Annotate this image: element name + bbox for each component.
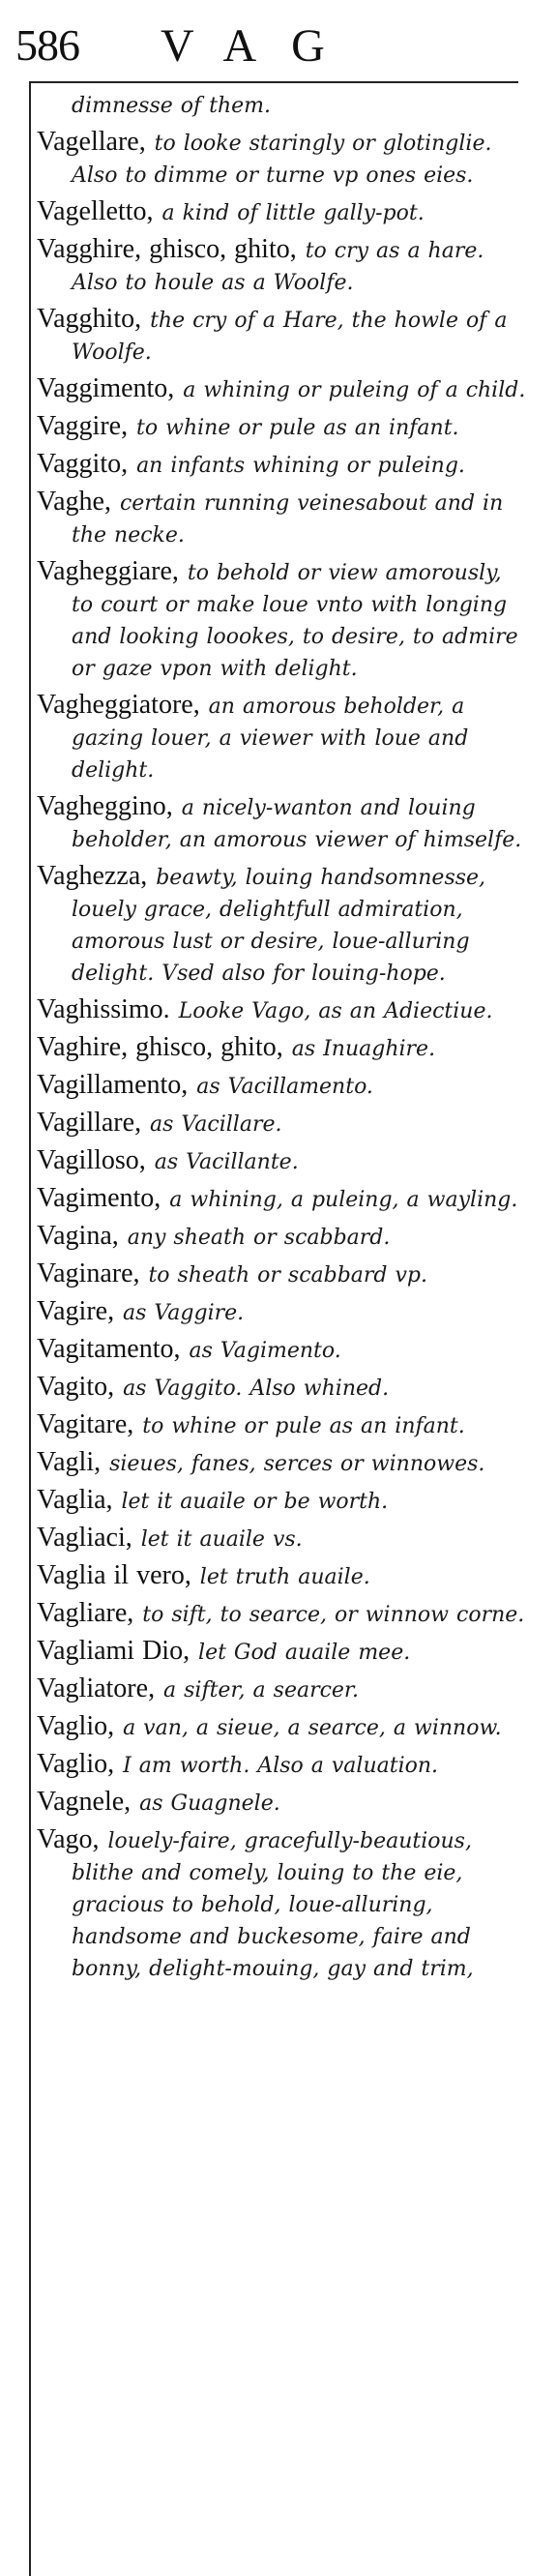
entry-headword: Vagghito, [37, 304, 142, 334]
entry-definition: to whine or pule as an infant. [142, 1414, 465, 1438]
dictionary-entry [37, 994, 530, 1026]
entry-headword: Vagliare, [37, 1598, 134, 1628]
entry-definition: any sheath or scabbard. [127, 1226, 391, 1250]
entry-headword: Vagito, [37, 1372, 115, 1402]
entry-headword: Vagilloso, [37, 1145, 146, 1175]
dictionary-entry [37, 1447, 530, 1479]
dictionary-entry [37, 1711, 530, 1743]
entry-column [37, 89, 530, 1990]
running-head: VAG [161, 20, 360, 72]
entry-definition: an amorous beholder, a gazing louer, a viewer with loue and delight. [72, 695, 469, 783]
entry-headword: Vaghe, [37, 487, 111, 517]
entry-definition: as Vacillante. [154, 1150, 299, 1174]
entry-headword: Vago, [37, 1824, 100, 1854]
entry-definition: louely-faire, gracefully-beautious, blithe and comely, louing to the eie, gracious to behold, loue-alluring, handsome and buckesome, faire and bonny, delight-mouing, gay and trim, [72, 1829, 474, 1981]
dictionary-entry [37, 1334, 530, 1366]
entry-definition: to cry as a hare. Also to houle as a Woolfe. [72, 239, 484, 295]
dictionary-entry [37, 861, 530, 989]
entry-headword: Vagliaci, [37, 1523, 132, 1553]
entry-definition: to whine or pule as an infant. [136, 416, 459, 440]
entry-headword: Vaglia, [37, 1485, 113, 1515]
dictionary-entry [37, 556, 530, 684]
entry-headword: Vagitamento, [37, 1334, 181, 1364]
entry-headword: Vaglia il vero, [37, 1560, 191, 1590]
entry-headword: Vagheggino, [37, 791, 173, 821]
entry-headword: Vagitare, [37, 1409, 134, 1439]
entry-definition: a sifter, a searcer. [163, 1678, 360, 1703]
entry-definition: to sheath or scabbard vp. [148, 1263, 428, 1288]
dictionary-entry [37, 411, 530, 443]
header-rule [29, 81, 518, 83]
dictionary-entry [37, 304, 530, 368]
entry-headword: Vagnele, [37, 1787, 132, 1817]
entry-definition: as Vaggito. Also whined. [123, 1377, 390, 1401]
dictionary-entry [37, 1221, 530, 1253]
dictionary-entry [37, 1258, 530, 1290]
dictionary-entry [37, 1183, 530, 1215]
dictionary-entry [37, 373, 530, 405]
dictionary-entry [37, 487, 530, 550]
entry-definition: as Vacillare. [150, 1112, 282, 1137]
entry-definition: a whining or puleing of a child. [183, 378, 526, 402]
dictionary-entry [37, 1523, 530, 1554]
dictionary-entry [37, 1749, 530, 1781]
entry-definition: beawty, louing handsomnesse, louely grace, delightfull admiration, amorous lust or desire, loue-alluring delight. Vsed also for louing-hope. [72, 866, 486, 986]
dictionary-entry [37, 1032, 530, 1064]
entry-definition: sieues, fanes, serces or winnowes. [109, 1452, 485, 1476]
dictionary-entry [37, 1673, 530, 1705]
entry-definition: dimnesse of them. [72, 94, 272, 118]
entry-definition: to sift, to searce, or winnow corne. [142, 1603, 525, 1627]
entry-headword: Vagheggiatore, [37, 690, 200, 720]
entry-definition: an infants whining or puleing. [136, 454, 465, 478]
column-rule [29, 81, 31, 2576]
dictionary-entry [37, 1108, 530, 1140]
entry-definition: let God auaile mee. [198, 1641, 411, 1665]
dictionary-entry [37, 1372, 530, 1404]
entry-definition: let it auaile vs. [140, 1527, 303, 1552]
dictionary-entry [37, 127, 530, 191]
page-number: 586 [15, 20, 79, 70]
dictionary-entry [37, 1560, 530, 1592]
entry-headword: Vaggimento, [37, 373, 175, 403]
dictionary-entry [37, 1296, 530, 1328]
entry-headword: Vagliami Dio, [37, 1636, 191, 1666]
entry-definition: to behold or view amorously, to court or make loue vnto with longing and looking loookes, to desire, to admire or gaze vpon with delight. [72, 561, 518, 681]
entry-headword: Vagli, [37, 1447, 102, 1477]
entry-headword: Vaglio, [37, 1711, 115, 1741]
entry-headword: Vagelletto, [37, 196, 154, 226]
entry-headword: Vaginare, [37, 1258, 140, 1288]
entry-definition: as Vaggire. [123, 1301, 245, 1325]
dictionary-entry [37, 449, 530, 481]
dictionary-entry [37, 1598, 530, 1630]
entry-definition: certain running veinesabout and in the necke. [72, 491, 504, 548]
entry-headword: Vagire, [37, 1296, 115, 1326]
entry-headword: Vagillare, [37, 1108, 142, 1138]
dictionary-entry [37, 1824, 530, 1984]
dictionary-entry [37, 690, 530, 785]
entry-definition: a nicely-wanton and louing beholder, an amorous viewer of himselfe. [72, 796, 522, 852]
entry-headword: Vagellare, [37, 127, 146, 157]
entry-headword: Vaggire, [37, 411, 129, 441]
entry-headword: Vagheggiare, [37, 556, 179, 586]
entry-definition: a van, a sieue, a searce, a winnow. [123, 1716, 502, 1740]
dictionary-entry [37, 196, 530, 228]
entry-definition: a whining, a puleing, a wayling. [169, 1188, 518, 1212]
entry-definition: let it auaile or be worth. [121, 1490, 389, 1514]
entry-definition: to looke staringly or glotinglie. Also to dimme or turne vp ones eies. [72, 132, 492, 188]
entry-definition: Looke Vago, as an Adiectiue. [178, 999, 493, 1023]
entry-headword: Vagghire, ghisco, ghito, [37, 234, 297, 264]
entry-definition: the cry of a Hare, the howle of a Woolfe. [72, 309, 508, 365]
entry-headword: Vaghissimo. [37, 994, 170, 1024]
entry-definition: as Vagimento. [189, 1339, 341, 1363]
entry-headword: Vaghire, ghisco, ghito, [37, 1032, 283, 1062]
dictionary-entry [37, 89, 530, 121]
dictionary-entry [37, 234, 530, 298]
entry-headword: Vagimento, [37, 1183, 161, 1213]
dictionary-entry [37, 1636, 530, 1668]
dictionary-entry [37, 1485, 530, 1517]
dictionary-entry [37, 791, 530, 855]
entry-definition: a kind of little gally-pot. [161, 201, 425, 225]
dictionary-entry [37, 1145, 530, 1177]
dictionary-entry [37, 1070, 530, 1102]
entry-definition: I am worth. Also a valuation. [123, 1754, 439, 1778]
entry-headword: Vaglio, [37, 1749, 115, 1779]
entry-headword: Vaggito, [37, 449, 129, 479]
entry-headword: Vagina, [37, 1221, 119, 1251]
entry-definition: as Guagnele. [139, 1791, 280, 1816]
entry-definition: as Vacillamento. [196, 1075, 373, 1099]
entry-definition: as Inuaghire. [291, 1037, 436, 1061]
entry-headword: Vaghezza, [37, 861, 148, 891]
dictionary-entry [37, 1409, 530, 1441]
dictionary-entry [37, 1787, 530, 1819]
entry-definition: let truth auaile. [199, 1565, 370, 1589]
page-header [15, 19, 518, 70]
entry-headword: Vagillamento, [37, 1070, 189, 1100]
entry-headword: Vagliatore, [37, 1673, 156, 1703]
